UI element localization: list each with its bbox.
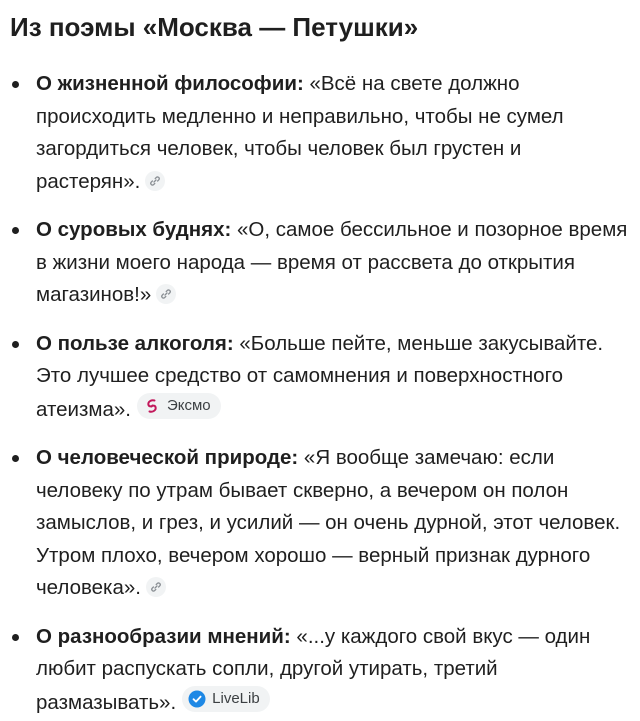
quote-list [10, 68, 630, 719]
quote-text: «Я вообще замечаю: если человеку по утрам бывает скверно, а вечером он полон замыслов, и грез, и усилий — он очень дурной, этот человек. Утром плохо, вечером хорошо — верный признак дурного человека». [36, 446, 621, 599]
quote-topic: О человеческой природе: [36, 446, 299, 469]
quote-text: «О, самое бессильное и позорное время в жизни моего народа — время от рассвета до открытия магазинов!» [36, 218, 628, 306]
link-icon[interactable] [146, 577, 166, 597]
list-item [10, 328, 630, 427]
quote-text: «...у каждого свой вкус — один любит распускать сопли, другой утирать, третий размазывать». [36, 624, 591, 714]
quote-topic: О суровых буднях: [36, 218, 232, 241]
link-icon[interactable] [156, 284, 176, 304]
list-item [10, 442, 630, 605]
quote-topic: О жизненной философии: [36, 72, 304, 95]
quote-topic: О пользе алкоголя: [36, 331, 234, 355]
list-item [10, 68, 630, 198]
list-item [10, 214, 630, 312]
section-title: Из поэмы «Москва — Петушки» [10, 12, 419, 42]
source-chip-label: Эксмо [166, 396, 211, 414]
bullet-icon [12, 341, 19, 348]
livelib-logo-icon [188, 690, 206, 708]
source-chip-livelib[interactable] [182, 686, 270, 712]
bullet-icon [12, 227, 19, 234]
source-chip-label: LiveLib [212, 689, 260, 707]
quote-text: «Больше пейте, меньше закусывайте. Это лучшее средство от самомнения и поверхностного атеизма». [36, 331, 604, 421]
bullet-icon [12, 81, 19, 88]
list-item [10, 621, 630, 720]
quote-topic: О разнообразии мнений: [36, 624, 291, 648]
bullet-icon [12, 634, 19, 641]
source-chip-eksmo[interactable] [137, 393, 221, 419]
link-icon[interactable] [145, 171, 165, 191]
quote-text: «Всё на свете должно происходить медленно и неправильно, чтобы не сумел загордиться человек, чтобы человек был грустен и растерян». [36, 72, 564, 193]
eksmo-logo-icon [143, 397, 161, 415]
bullet-icon [12, 455, 19, 462]
